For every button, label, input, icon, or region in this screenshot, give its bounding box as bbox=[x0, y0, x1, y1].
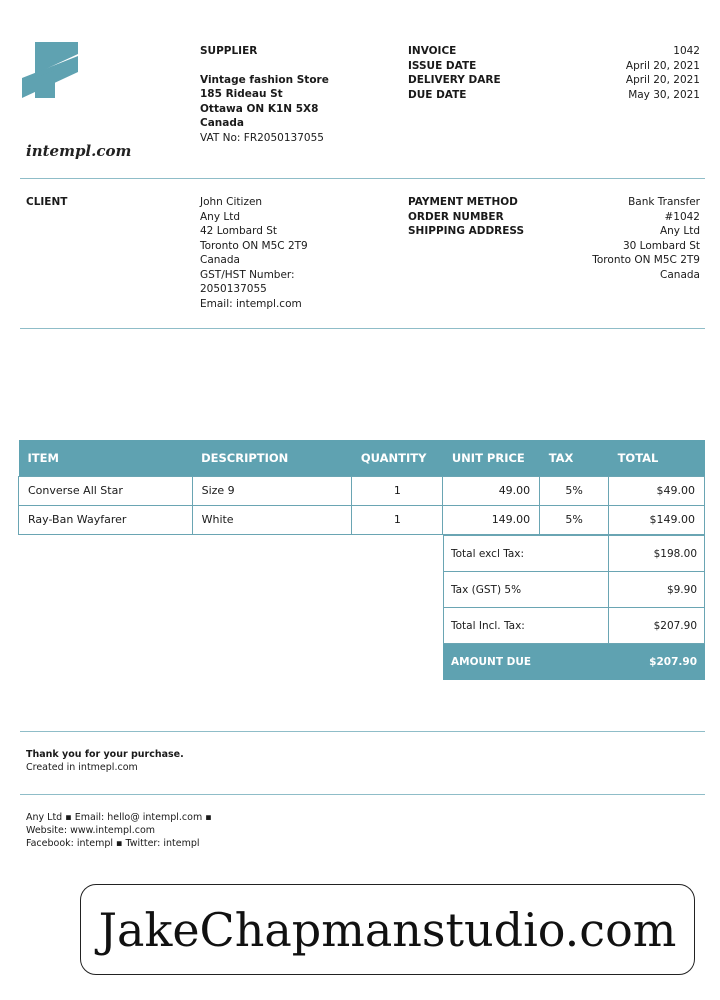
supplier-name: Vintage fashion Store bbox=[200, 73, 329, 86]
cell-item: Converse All Star bbox=[19, 476, 193, 505]
tax-value: $9.90 bbox=[609, 572, 705, 608]
issue-date-label: ISSUE DATE bbox=[408, 59, 477, 72]
watermark-banner bbox=[80, 884, 695, 975]
cell-total: $49.00 bbox=[609, 476, 705, 505]
delivery-date: April 20, 2021 bbox=[625, 74, 700, 86]
cell-quantity: 1 bbox=[352, 505, 443, 534]
col-header-quantity: QUANTITY bbox=[352, 440, 443, 476]
payment-method: Bank Transfer bbox=[628, 196, 700, 208]
cell-description: Size 9 bbox=[192, 476, 352, 505]
col-header-item: ITEM bbox=[19, 440, 193, 476]
footer-website: Website: www.intempl.com bbox=[26, 825, 156, 836]
col-header-description: DESCRIPTION bbox=[192, 440, 352, 476]
col-header-unit-price: UNIT PRICE bbox=[443, 440, 540, 476]
payment-method-label: PAYMENT METHOD bbox=[408, 196, 518, 208]
col-header-tax: TAX bbox=[540, 440, 609, 476]
shipping-company: Any Ltd bbox=[659, 225, 700, 237]
amount-due-label: AMOUNT DUE bbox=[444, 644, 609, 680]
client-name: John Citizen bbox=[200, 196, 263, 208]
amount-due-row bbox=[444, 644, 705, 680]
cell-quantity: 1 bbox=[352, 476, 443, 505]
order-number-label: ORDER NUMBER bbox=[408, 210, 504, 223]
created-in-note: Created in intmepl.com bbox=[26, 762, 138, 773]
tax-label: Tax (GST) 5% bbox=[444, 572, 609, 608]
divider bbox=[20, 328, 705, 329]
items-table bbox=[18, 440, 705, 535]
supplier-country: Canada bbox=[200, 117, 244, 129]
order-number: #1042 bbox=[664, 210, 700, 223]
client-company: Any Ltd bbox=[200, 210, 241, 223]
client-gst-number: 2050137055 bbox=[200, 283, 267, 295]
amount-due-value: $207.90 bbox=[609, 644, 705, 680]
issue-date: April 20, 2021 bbox=[625, 59, 700, 72]
shipping-city: Toronto ON M5C 2T9 bbox=[592, 254, 700, 266]
total-excl-label: Total excl Tax: bbox=[444, 536, 609, 572]
total-excl-row bbox=[444, 536, 705, 572]
invoice-values bbox=[626, 44, 700, 102]
total-excl-value: $198.00 bbox=[609, 536, 705, 572]
total-incl-row bbox=[444, 608, 705, 644]
divider bbox=[20, 731, 705, 732]
items-header-row bbox=[19, 440, 705, 476]
col-header-total: TOTAL bbox=[609, 440, 705, 476]
supplier-block bbox=[200, 44, 329, 145]
cell-unit-price: 149.00 bbox=[443, 505, 540, 534]
total-incl-value: $207.90 bbox=[609, 608, 705, 644]
due-date-label: DUE DATE bbox=[408, 88, 467, 101]
watermark-text: JakeChapmanstudio.com bbox=[98, 902, 677, 957]
tax-row bbox=[444, 572, 705, 608]
footer-company-email: Any Ltd ▪ Email: hello@ intempl.com ▪ bbox=[26, 812, 212, 823]
payment-values bbox=[592, 195, 700, 282]
shipping-street: 30 Lombard St bbox=[622, 239, 700, 252]
supplier-vat: VAT No: FR2050137055 bbox=[200, 131, 324, 144]
total-incl-label: Total Incl. Tax: bbox=[444, 608, 609, 644]
invoice-number: 1042 bbox=[673, 45, 700, 57]
shipping-country: Canada bbox=[660, 268, 700, 281]
logo-wordmark: intempl.com bbox=[26, 142, 132, 160]
invoice-number-label: INVOICE bbox=[408, 45, 457, 57]
invoice-labels bbox=[408, 44, 501, 102]
divider bbox=[20, 794, 705, 795]
cell-tax: 5% bbox=[540, 505, 609, 534]
cell-tax: 5% bbox=[540, 476, 609, 505]
footer-social: Facebook: intempl ▪ Twitter: intempl bbox=[26, 838, 200, 849]
company-logo bbox=[20, 40, 92, 100]
divider bbox=[20, 178, 705, 179]
client-heading: CLIENT bbox=[26, 196, 68, 208]
thank-you-block bbox=[26, 748, 184, 774]
cell-item: Ray-Ban Wayfarer bbox=[19, 505, 193, 534]
thank-you-message: Thank you for your purchase. bbox=[26, 749, 184, 760]
client-gst-label: GST/HST Number: bbox=[200, 268, 295, 281]
client-street: 42 Lombard St bbox=[200, 225, 278, 237]
client-block bbox=[200, 195, 308, 311]
client-country: Canada bbox=[200, 254, 240, 266]
shipping-address-label: SHIPPING ADDRESS bbox=[408, 225, 525, 237]
cell-total: $149.00 bbox=[609, 505, 705, 534]
table-row bbox=[19, 476, 705, 505]
client-city: Toronto ON M5C 2T9 bbox=[200, 239, 308, 252]
supplier-street: 185 Rideau St bbox=[200, 88, 283, 100]
payment-labels bbox=[408, 195, 524, 239]
client-email: Email: intempl.com bbox=[200, 297, 302, 310]
footer-contact bbox=[26, 811, 212, 850]
due-date: May 30, 2021 bbox=[628, 88, 700, 101]
cell-description: White bbox=[192, 505, 352, 534]
totals-table bbox=[443, 535, 705, 680]
supplier-heading: SUPPLIER bbox=[200, 45, 258, 57]
delivery-date-label: DELIVERY DARE bbox=[408, 74, 501, 86]
cell-unit-price: 49.00 bbox=[443, 476, 540, 505]
table-row bbox=[19, 505, 705, 534]
supplier-city: Ottawa ON K1N 5X8 bbox=[200, 102, 319, 115]
